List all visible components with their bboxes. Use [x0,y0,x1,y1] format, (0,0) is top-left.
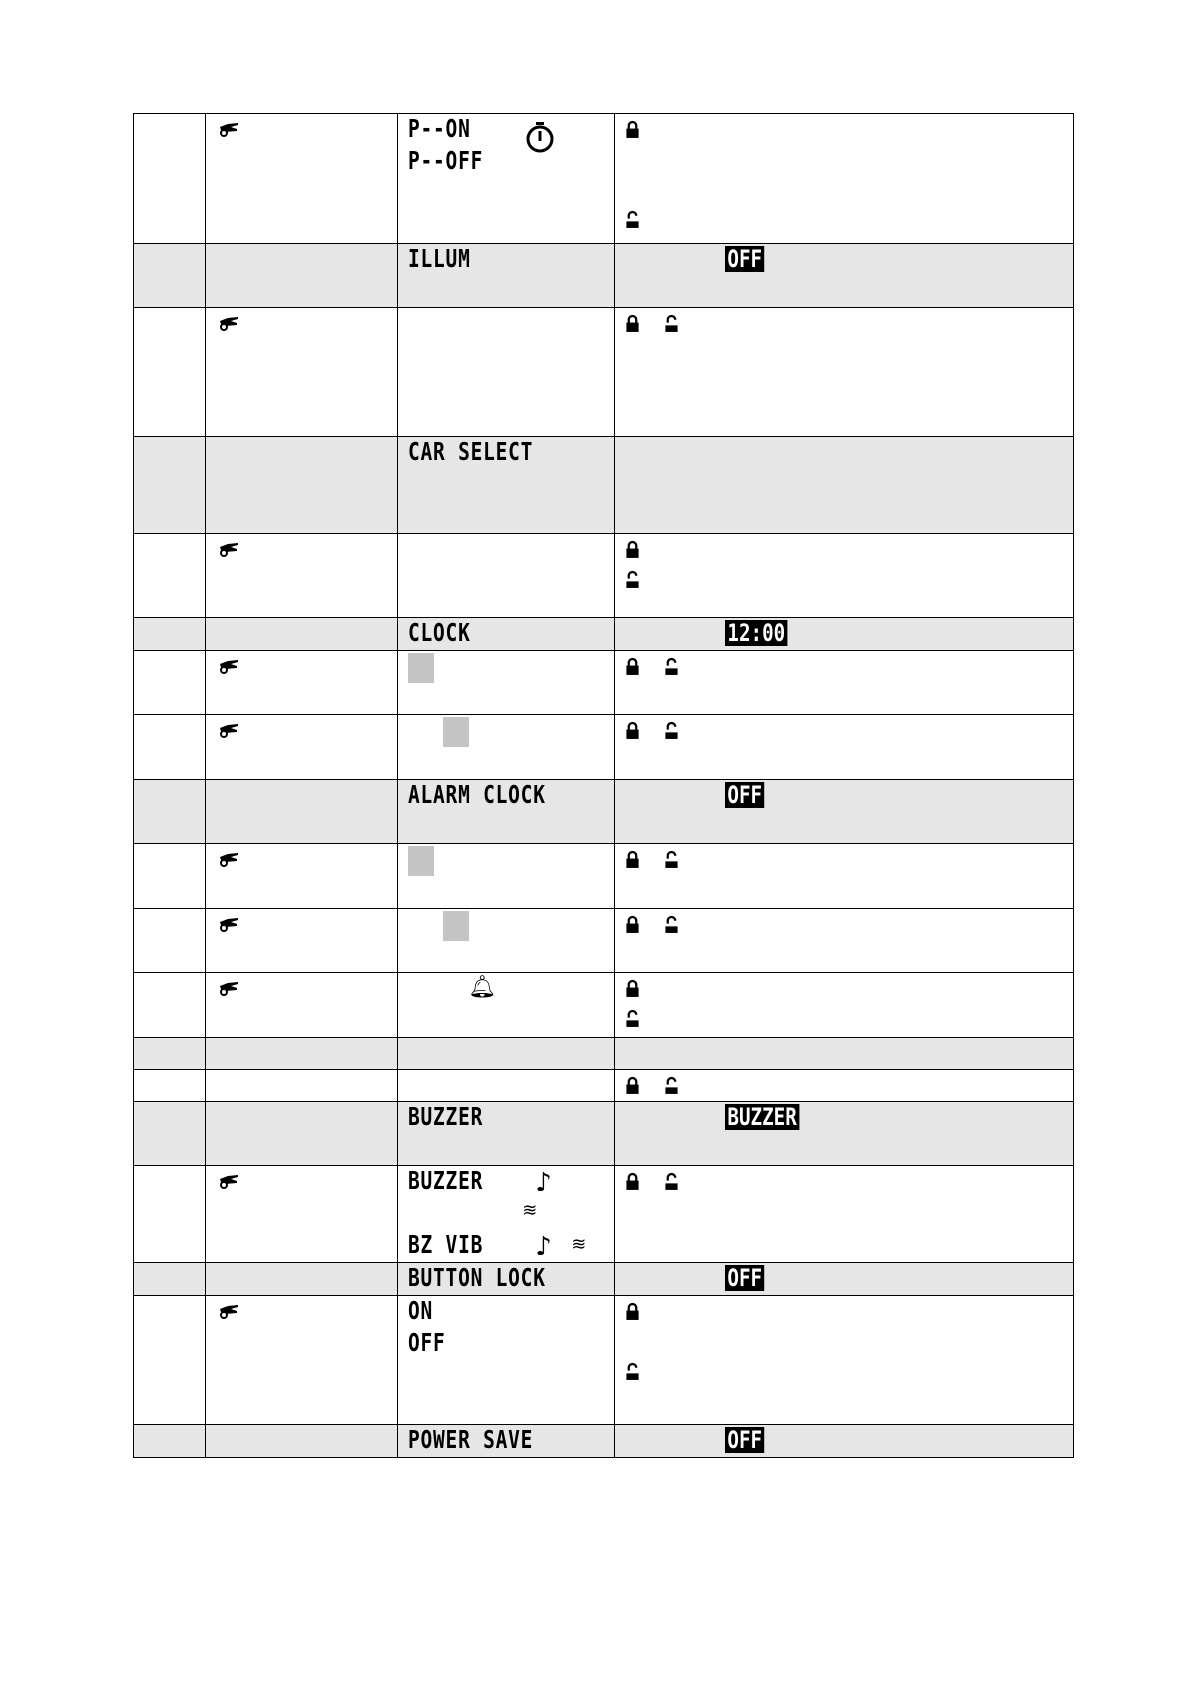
display-cell [398,1070,615,1102]
lock-icon [625,721,640,740]
mode-cell [206,844,398,909]
lock-icon [625,657,640,676]
unlock-icon [664,1076,679,1095]
display-cell [398,973,615,1038]
display-cell [398,1425,615,1458]
vibrate-icon: ≋ [571,1234,587,1255]
action-cell [615,1070,1074,1102]
car-icon [219,1174,239,1190]
step-cell [134,780,206,844]
display-cell [398,1263,615,1296]
table-row [134,1070,1074,1102]
table-row [134,114,1074,244]
action-cell [615,909,1074,973]
unlock-icon [664,721,679,740]
button-row [615,1003,1073,1033]
lcd-line [398,1328,614,1360]
mode-cell [206,244,398,308]
lock-icon [625,850,640,869]
car-icon [219,981,239,997]
lock-icon [625,1172,640,1191]
default-value: 12:00 [725,620,788,646]
mode-cell [206,1166,398,1263]
display-cell [398,618,615,651]
unlock-icon [664,850,679,869]
button-row [615,973,1073,1003]
step-cell [134,1102,206,1166]
step-cell [134,114,206,244]
step-cell [134,1166,206,1263]
action-cell [615,1102,1074,1166]
button-row [615,715,1073,745]
default-value: OFF [725,1427,764,1453]
step-cell [134,534,206,618]
step-cell [134,244,206,308]
car-icon [219,122,239,138]
default-value: OFF [725,246,764,272]
mode-cell [206,1070,398,1102]
unlock-icon [664,314,679,333]
mode-cell [206,1296,398,1425]
mode-cell [206,651,398,715]
vibrate-icon: ≋ [522,1200,538,1221]
unlock-icon [625,1009,640,1028]
lock-icon [625,979,640,998]
step-cell [134,844,206,909]
step-cell [134,308,206,437]
action-cell [615,114,1074,244]
step-cell [134,618,206,651]
action-cell [615,715,1074,780]
action-cell [615,1263,1074,1296]
display-cell [398,651,615,715]
button-row [615,174,1073,204]
default-value: BUZZER [725,1104,799,1130]
button-row [615,534,1073,564]
action-cell [615,244,1074,308]
action-cell [615,618,1074,651]
lock-icon [625,314,640,333]
cursor-highlight [408,846,434,876]
action-cell [615,437,1074,534]
table-row [134,651,1074,715]
action-cell [615,973,1074,1038]
button-row [615,1296,1073,1326]
mode-cell [206,780,398,844]
display-cell [398,1166,615,1263]
action-cell [615,534,1074,618]
table-row [134,780,1074,844]
display-cell [398,909,615,973]
lcd-text: BZ VIB [408,1230,484,1259]
cursor-highlight [443,911,469,941]
step-cell [134,437,206,534]
mode-cell [206,437,398,534]
lcd-text: ALARM CLOCK [408,780,546,809]
display-cell [398,780,615,844]
button-row [615,844,1073,874]
settings-table [133,113,1074,1458]
lcd-text: ILLUM [408,244,471,273]
lcd-line [398,244,614,276]
step-cell [134,651,206,715]
table-row [134,1102,1074,1166]
step-cell [134,1296,206,1425]
lcd-text: CAR SELECT [408,437,534,466]
step-cell [134,1070,206,1102]
display-cell [398,1038,615,1070]
lcd-line [398,146,614,178]
display-cell [398,715,615,780]
table-row [134,618,1074,651]
button-row [615,909,1073,939]
mode-cell [206,618,398,651]
unlock-icon [625,570,640,589]
action-cell [615,651,1074,715]
car-icon [219,852,239,868]
action-cell [615,1166,1074,1263]
mode-cell [206,715,398,780]
step-cell [134,973,206,1038]
mode-cell [206,308,398,437]
lcd-text: POWER SAVE [408,1425,534,1454]
step-cell [134,909,206,973]
lcd-line [398,1263,614,1295]
mode-cell [206,1263,398,1296]
lcd-line [398,114,614,146]
mode-cell [206,1102,398,1166]
lock-icon [625,540,640,559]
timer-icon [523,120,557,154]
car-icon [219,659,239,675]
lcd-line [398,1425,614,1457]
table-row [134,308,1074,437]
step-cell [134,715,206,780]
step-cell [134,1425,206,1458]
display-cell [398,114,615,244]
table-row [134,715,1074,780]
lcd-line [398,437,614,469]
display-cell [398,437,615,534]
table-row [134,973,1074,1038]
button-row [615,651,1073,681]
lcd-text: ON [408,1296,434,1325]
car-icon [219,542,239,558]
table-row [134,1296,1074,1425]
bell-icon: 🔔︎ [468,975,497,1000]
button-row [615,1070,1073,1100]
unlock-icon [625,210,640,229]
display-cell [398,244,615,308]
mode-cell [206,973,398,1038]
display-cell [398,308,615,437]
table-row [134,244,1074,308]
car-icon [219,316,239,332]
step-cell [134,1038,206,1070]
mode-cell [206,1038,398,1070]
lcd-text: OFF [408,1328,446,1357]
button-row [615,114,1073,144]
display-cell [398,1102,615,1166]
unlock-icon [664,915,679,934]
unlock-icon [664,657,679,676]
car-icon [219,723,239,739]
mode-cell [206,114,398,244]
lcd-line [398,1166,614,1198]
button-row [615,308,1073,338]
button-row [615,144,1073,174]
lock-icon [625,120,640,139]
step-cell [134,1263,206,1296]
lcd-text: P--ON [408,114,471,143]
action-cell [615,1425,1074,1458]
lcd-line [398,1296,614,1328]
table-row [134,909,1074,973]
lcd-text: P--OFF [408,146,484,175]
unlock-icon [664,1172,679,1191]
car-icon [219,917,239,933]
display-cell [398,534,615,618]
lcd-line [398,1102,614,1134]
table-row [134,1425,1074,1458]
lcd-line [398,618,614,650]
cursor-highlight [443,717,469,747]
cursor-highlight [408,653,434,683]
default-value: OFF [725,1265,764,1291]
lcd-text: BUZZER [408,1166,484,1195]
lcd-text: CLOCK [408,618,471,647]
lcd-line [398,780,614,812]
table-row [134,844,1074,909]
unlock-icon [625,1362,640,1381]
action-cell [615,780,1074,844]
button-row [615,1356,1073,1386]
lcd-text: BUZZER [408,1102,484,1131]
table-row [134,437,1074,534]
mode-cell [206,909,398,973]
table-row [134,1263,1074,1296]
action-cell [615,1038,1074,1070]
mode-cell [206,1425,398,1458]
action-cell [615,844,1074,909]
lock-icon [625,915,640,934]
mode-cell [206,534,398,618]
button-row [615,1326,1073,1356]
music-note-icon: ♪ [535,1168,552,1198]
music-note-icon: ♪ [535,1232,552,1262]
table-row [134,534,1074,618]
lock-icon [625,1302,640,1321]
display-cell [398,844,615,909]
button-row [615,564,1073,594]
lcd-line [398,1198,614,1230]
lock-icon [625,1076,640,1095]
action-cell [615,308,1074,437]
car-icon [219,1304,239,1320]
table-row [134,1038,1074,1070]
action-cell [615,1296,1074,1425]
display-cell [398,1296,615,1425]
table-row [134,1166,1074,1263]
lcd-text: BUTTON LOCK [408,1263,546,1292]
button-row [615,1166,1073,1196]
default-value: OFF [725,782,764,808]
button-row [615,204,1073,234]
